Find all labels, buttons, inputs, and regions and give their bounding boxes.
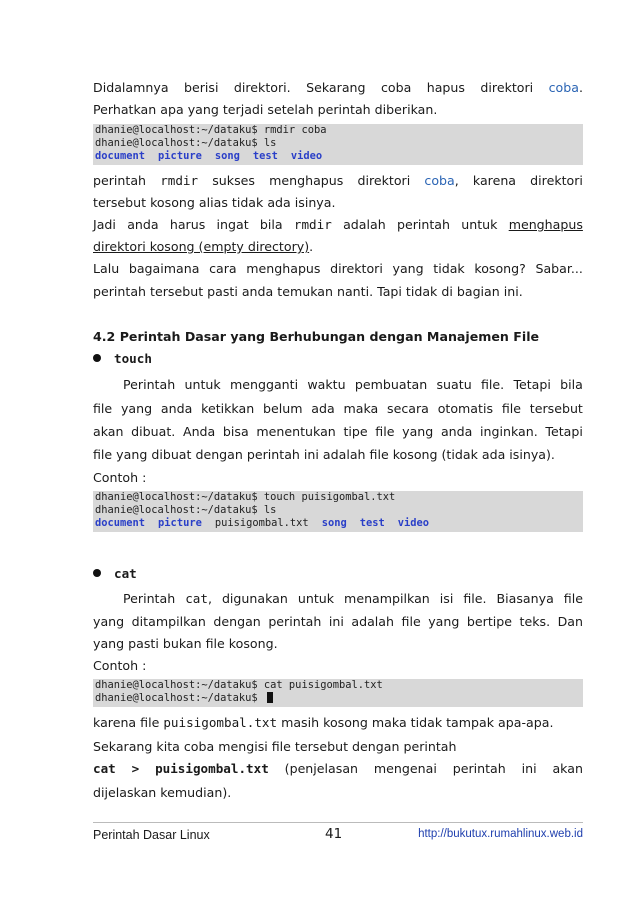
touch-line4: file yang dibuat dengan perintah ini adalah file kosong (tidak ada isinya). — [93, 447, 555, 462]
para2-line6: perintah tersebut pasti anda temukan nanti. Tapi tidak di bagian ini. — [93, 284, 523, 299]
word: untuk — [297, 591, 335, 606]
word: Tetapi — [513, 377, 551, 392]
section-heading: 4.2 Perintah Dasar yang Berhubungan dengan Manajemen File — [93, 329, 540, 344]
word: yang — [428, 614, 460, 629]
terminal-line: dhanie@localhost:~/dataku$ cat puisigombal.txt — [95, 679, 383, 691]
word: ini — [328, 614, 344, 629]
word: file — [563, 591, 583, 606]
word: perintah — [452, 761, 506, 776]
word: file. — [480, 377, 505, 392]
word: bila — [560, 377, 583, 392]
touch-line2 — [93, 398, 583, 420]
touch-line3 — [93, 421, 583, 443]
terminal-screenshot-touch — [93, 491, 583, 532]
tail-line4: dijelaskan kemudian). — [93, 785, 232, 800]
terminal-prompt: dhanie@localhost:~/dataku$ — [95, 692, 264, 704]
word: yang — [402, 424, 434, 439]
word: digunakan — [221, 591, 288, 606]
word-coba: coba. — [548, 80, 583, 95]
terminal-line: dhanie@localhost:~/dataku$ rmdir coba — [95, 124, 327, 136]
word: secara — [387, 401, 429, 416]
command-token: puisigombal.txt — [155, 761, 269, 776]
word: Didalamnya — [93, 80, 169, 95]
word: belum — [262, 401, 303, 416]
dir-entry: test — [359, 517, 385, 529]
contoh-label: Contoh : — [93, 470, 147, 485]
para2-line3 — [93, 214, 583, 236]
dir-entry: video — [290, 150, 323, 162]
dir-entry: document — [95, 150, 146, 162]
command-token: cat — [93, 761, 116, 776]
dir-entry: picture — [158, 150, 202, 162]
word: Perintah — [123, 591, 176, 606]
terminal-ls-output — [93, 150, 583, 163]
terminal-line: dhanie@localhost:~/dataku$ touch puisigombal.txt — [95, 491, 396, 503]
underlined-term: direktori kosong (empty directory) — [93, 239, 310, 254]
word: sukses — [212, 173, 255, 188]
word: perintah — [396, 217, 450, 232]
word: Lalu — [93, 261, 120, 276]
word: anda — [440, 424, 473, 439]
word: menghapus — [269, 173, 344, 188]
command-name: cat — [114, 566, 137, 581]
dir-entry: picture — [158, 517, 202, 529]
terminal-line: dhanie@localhost:~/dataku$ ls — [95, 137, 277, 149]
word: tersebut — [529, 401, 583, 416]
footer-book-title: Perintah Dasar Linux — [93, 828, 210, 842]
word: file — [501, 401, 521, 416]
word: anda — [127, 217, 159, 232]
word: anda — [160, 401, 193, 416]
inline-code-cat: cat — [185, 591, 208, 606]
word: file — [401, 614, 421, 629]
word: maka — [343, 401, 379, 416]
tail-line2: Sekarang kita coba mengisi file tersebut dengan perintah — [93, 739, 457, 754]
word: Tetapi — [545, 424, 583, 439]
word: menghapus — [246, 261, 321, 276]
inline-code-filename: puisigombal.txt — [163, 715, 278, 730]
command-token: > — [131, 761, 140, 776]
cursor-icon — [267, 692, 273, 703]
word: kosong? — [474, 261, 526, 276]
word: harus — [169, 217, 206, 232]
word: direktori — [530, 173, 583, 188]
contoh-label: Contoh : — [93, 658, 147, 673]
dir-name-coba: coba — [548, 80, 579, 95]
word: bagaimana — [128, 261, 200, 276]
bullet-icon — [93, 569, 101, 577]
para2-line1 — [93, 170, 583, 192]
page-number: 41 — [325, 826, 343, 842]
terminal-screenshot-rmdir — [93, 124, 583, 165]
word: Biasanya — [496, 591, 554, 606]
dir-entry: song — [214, 150, 240, 162]
para2-line4: direktori kosong (empty directory). — [93, 239, 314, 254]
terminal-line — [93, 692, 583, 705]
word: Anda — [182, 424, 216, 439]
word: Perintah — [123, 377, 176, 392]
word: file. — [463, 591, 487, 606]
word: perintah — [93, 173, 147, 188]
word: ingat — [216, 217, 249, 232]
word: bisa — [222, 424, 249, 439]
text: karena file — [93, 715, 164, 730]
cat-line2 — [93, 611, 583, 633]
word: akan — [552, 761, 583, 776]
footer-url-link[interactable]: http://bukutux.rumahlinux.web.id — [418, 828, 583, 840]
cat-line1 — [123, 588, 583, 610]
word: inginkan. — [480, 424, 538, 439]
para2-line5 — [93, 258, 583, 280]
word: file — [93, 401, 113, 416]
word: tidak — [433, 261, 465, 276]
word-coba: coba, — [424, 173, 459, 188]
bullet-icon — [93, 354, 101, 362]
word: bertipe — [466, 614, 513, 629]
inline-code-rmdir: rmdir — [293, 217, 332, 232]
para1-line1 — [93, 77, 583, 99]
word: pembuatan — [354, 377, 428, 392]
word: ada — [311, 401, 335, 416]
dir-entry: document — [95, 517, 146, 529]
word-cat: cat, — [185, 591, 212, 606]
word: suatu — [436, 377, 472, 392]
dir-entry: test — [252, 150, 278, 162]
word: (penjelasan — [284, 761, 359, 776]
terminal-line: dhanie@localhost:~/dataku$ ls — [95, 504, 277, 516]
text: masih kosong maka tidak tampak apa-apa. — [277, 715, 554, 730]
word: menampilkan — [344, 591, 430, 606]
word: karena — [472, 173, 517, 188]
word: yang — [120, 401, 153, 416]
word: Sekarang — [306, 80, 366, 95]
para2-line2: tersebut kosong alias tidak ada isinya. — [93, 195, 336, 210]
word: akan — [93, 424, 124, 439]
word: tipe — [343, 424, 368, 439]
word: coba — [380, 80, 412, 95]
word: cara — [209, 261, 237, 276]
word: ketikkan — [201, 401, 255, 416]
file-entry: puisigombal.txt — [214, 517, 309, 529]
word: Dan — [557, 614, 583, 629]
word: untuk — [461, 217, 498, 232]
word: menentukan — [256, 424, 336, 439]
underlined-term: menghapus — [508, 217, 583, 232]
word: yang — [93, 614, 125, 629]
word: mengganti — [229, 377, 299, 392]
word: ini — [521, 761, 537, 776]
tail-line1 — [93, 712, 583, 734]
word: dibuat. — [131, 424, 176, 439]
word: hapus — [426, 80, 465, 95]
tail-line3 — [93, 758, 583, 780]
word: isi — [439, 591, 454, 606]
terminal-ls-output — [93, 517, 583, 530]
word: adalah — [343, 217, 386, 232]
word: direktori — [357, 173, 411, 188]
bullet-touch — [93, 348, 583, 370]
word: teks. — [519, 614, 551, 629]
para1-line2: Perhatkan apa yang terjadi setelah perintah diberikan. — [93, 102, 438, 117]
word: dengan — [213, 614, 261, 629]
cat-line3: yang pasti bukan file kosong. — [93, 636, 278, 651]
page-footer — [93, 822, 583, 846]
word: Jadi — [93, 217, 116, 232]
word: untuk — [184, 377, 221, 392]
word: file — [375, 424, 395, 439]
bullet-cat — [93, 563, 583, 585]
command-name: touch — [114, 351, 152, 366]
word: mengenai — [373, 761, 437, 776]
word: perintah — [268, 614, 322, 629]
word: ditampilkan — [131, 614, 206, 629]
word: direktori — [330, 261, 383, 276]
word: direktori — [480, 80, 534, 95]
dir-entry: video — [397, 517, 430, 529]
touch-line1 — [123, 374, 583, 396]
word: Sabar... — [535, 261, 583, 276]
word: yang — [392, 261, 424, 276]
inline-code-rmdir: rmdir — [160, 173, 199, 188]
dir-name-coba: coba — [424, 173, 455, 188]
word: berisi — [183, 80, 219, 95]
word: bila — [259, 217, 283, 232]
terminal-screenshot-cat — [93, 679, 583, 707]
dir-entry: song — [321, 517, 347, 529]
word: direktori. — [233, 80, 291, 95]
word: otomatis — [437, 401, 494, 416]
word: waktu — [307, 377, 346, 392]
word: adalah — [351, 614, 395, 629]
